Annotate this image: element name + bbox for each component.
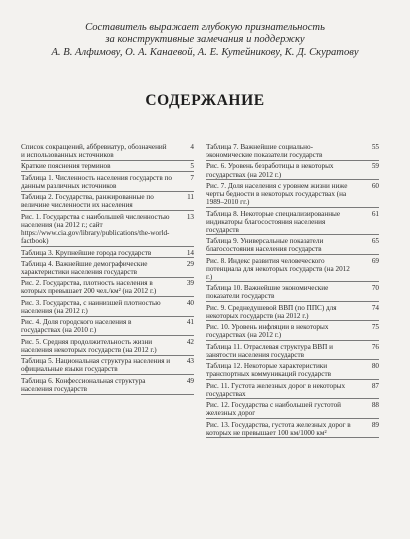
toc-entry-page: 7 [190, 173, 194, 182]
toc-entry [21, 213, 194, 247]
toc-entry [21, 357, 194, 375]
acknowledgement [0, 22, 410, 59]
toc-entry-title: Таблица 3. Крупнейшие города государств [21, 248, 152, 257]
toc-entry-page: 40 [186, 298, 194, 307]
toc-entry [206, 323, 379, 341]
toc-entry-title: Рис. 13. Государства, густота железных дорог в которых не превышает 100 км/1000 км² [206, 420, 351, 437]
toc-entry-page: 75 [371, 323, 379, 332]
toc-entry-title: Рис. 9. Среднедушевой ВВП (по ППС) для некоторых государств (на 2012 г.) [206, 303, 337, 320]
toc-entry [206, 162, 379, 180]
toc-entry-page: 89 [371, 420, 379, 429]
toc-entry-page: 80 [371, 362, 379, 371]
toc-entry [206, 304, 379, 322]
toc-entry-page: 49 [186, 376, 194, 385]
toc-entry-page: 4 [190, 143, 194, 151]
toc-entry-title: Рис. 4. Доля городского населения в государствах (на 2010 г.) [21, 318, 132, 335]
toc-entry-title: Рис. 3. Государства, с наинизшей плотностью населения (на 2012 г.) [21, 298, 161, 315]
toc-entry [206, 421, 379, 439]
toc-entry-title: Рис. 1. Государства с наибольшей численностью населения (на 2012 г.; сайт https://www.cia.gov/library/publications/the-world-factbook) [21, 212, 170, 246]
toc-entry-page: 39 [186, 279, 194, 288]
toc-entry-page: 69 [371, 256, 379, 265]
toc-entry-page: 11 [187, 193, 194, 202]
toc-entry-page: 76 [371, 342, 379, 351]
toc-entry [206, 257, 379, 283]
toc-entry [21, 279, 194, 297]
toc-entry-title: Таблица 12. Некоторые характеристики транспортных коммуникаций государств [206, 362, 332, 379]
toc-entry-title: Таблица 10. Важнейшие экономические показатели государств [206, 284, 329, 301]
toc-entry [206, 210, 379, 236]
toc-entry [21, 143, 194, 161]
toc-entry-page: 43 [186, 357, 194, 366]
toc-entry [21, 249, 194, 259]
toc-entry [21, 260, 194, 278]
toc-entry-title: Рис. 10. Уровень инфляции в некоторых государствах (на 2012 г.) [206, 323, 329, 340]
toc-entry-title: Список сокращений, аббревиатур, обозначений и использованных источников [21, 143, 167, 160]
toc-entry-page: 13 [186, 212, 194, 221]
toc-entry [206, 343, 379, 361]
toc-entry [206, 401, 379, 419]
toc-entry [21, 299, 194, 317]
toc-entry-title: Рис. 2. Государства, плотность населения в которых превышает 200 чел./км² (на 2012 г.) [21, 279, 157, 296]
toc-entry-title: Таблица 9. Универсальные показатели благосостояния населения государств [206, 237, 324, 254]
toc-entry [21, 174, 194, 192]
toc-entry [21, 338, 194, 356]
toc-entry-title: Рис. 12. Государства с наибольшей густотой железных дорог [206, 401, 342, 418]
toc-entry [206, 143, 379, 161]
toc-entry [21, 318, 194, 336]
page-title: СОДЕРЖАНИЕ [145, 92, 265, 109]
toc-entry-page: 59 [371, 162, 379, 171]
toc-entry-page: 61 [371, 209, 379, 218]
toc-entry-title: Таблица 2. Государства, ранжированные по величине численности их населения [21, 193, 154, 210]
toc-entry-title: Рис. 8. Индекс развития человеческого потенциала для некоторых государств (на 2012 г.) [206, 256, 350, 281]
toc-entry-title: Таблица 5. Национальная структура населения и официальные языки государств [21, 357, 171, 374]
acknowledgement-line: А. В. Алфимову, О. А. Канаевой, А. Е. Кутейникову, К. Д. Скуратову [51, 46, 359, 58]
toc-entry-title: Таблица 6. Конфессиональная структура населения государств [21, 376, 146, 393]
toc-entry-page: 70 [371, 284, 379, 293]
toc-entry-title: Рис. 6. Уровень безработицы в некоторых государствах (на 2012 г.) [206, 162, 334, 179]
toc-entry-page: 74 [371, 303, 379, 312]
toc-entry-page: 55 [371, 143, 379, 151]
toc-entry-title: Краткие пояснения терминов [21, 162, 111, 171]
toc-entry-page: 88 [371, 401, 379, 410]
toc-entry-title: Таблица 7. Важнейшие социально-экономические показатели государств [206, 143, 323, 160]
acknowledgement-line: за конструктивные замечания и поддержку [105, 34, 305, 46]
toc-entry-page: 29 [186, 259, 194, 268]
toc-entry [21, 377, 194, 395]
toc-entry [206, 182, 379, 208]
toc-entry-title: Рис. 5. Средняя продолжительность жизни населения некоторых государств (на 2012 г.) [21, 337, 157, 354]
toc-entry-page: 42 [186, 337, 194, 346]
acknowledgement-line: Составитель выражает глубокую признательность [85, 22, 325, 33]
toc-entry-page: 41 [186, 318, 194, 327]
toc-entry-page: 60 [371, 181, 379, 190]
toc-entry-page: 14 [186, 248, 194, 257]
toc-entry-title: Таблица 4. Важнейшие демографические характеристики населения государств [21, 259, 148, 276]
toc-entry [21, 193, 194, 211]
toc-entry [206, 237, 379, 255]
toc-entry-page: 65 [371, 237, 379, 246]
toc-entry-title: Таблица 8. Некоторые специализированные индикаторы благосостояния населения государств [206, 209, 341, 234]
toc-entry-page: 87 [371, 381, 379, 390]
toc-left-column [21, 143, 194, 396]
toc-entry-title: Таблица 11. Отраслевая структура ВВП и занятости населения государств [206, 342, 333, 359]
toc-right-column [206, 143, 379, 440]
toc-entry [206, 284, 379, 302]
toc-entry-title: Рис. 11. Густота железных дорог в некоторых государствах [206, 381, 346, 398]
toc-entry-title: Таблица 1. Численность населения государств по данным различных источников [21, 173, 172, 190]
toc-entry [206, 362, 379, 380]
toc-entry [206, 382, 379, 400]
toc-entry [21, 162, 194, 172]
toc-entry-title: Рис. 7. Доля населения с уровнем жизни ниже черты бедности в некоторых государствах (на 1989–2010 гг.) [206, 181, 348, 207]
toc-entry-page: 5 [190, 162, 194, 171]
